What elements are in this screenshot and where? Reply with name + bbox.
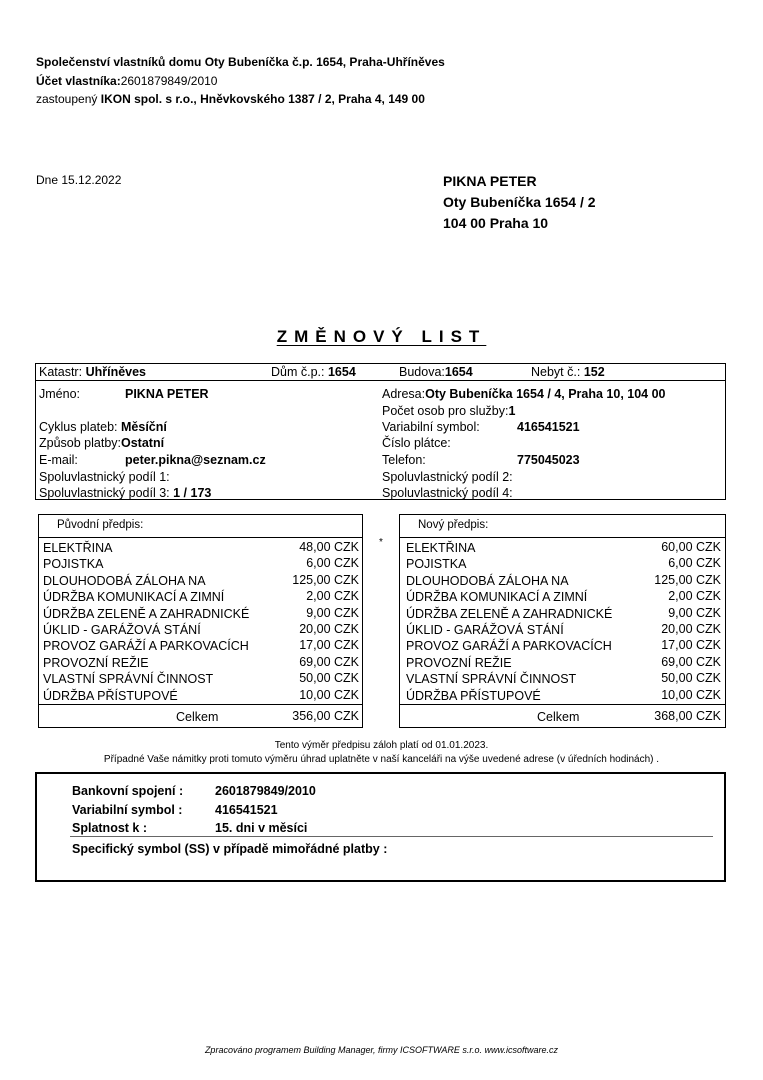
item-amount: 9,00 CZK <box>306 605 359 620</box>
share-3: Spoluvlastnický podíl 3: 1 / 173 <box>39 486 212 500</box>
list-item: POJISTKA <box>406 557 467 572</box>
variable-symbol-value: 416541521 <box>517 420 580 434</box>
phone-value: 775045023 <box>517 453 580 467</box>
new-heading: Nový předpis: <box>418 519 489 531</box>
item-amount: 2,00 CZK <box>668 589 721 604</box>
payment-divider <box>70 836 713 837</box>
new-total-label: Celkem <box>537 710 580 724</box>
item-amount: 50,00 CZK <box>661 671 721 686</box>
change-marker: * <box>379 537 383 548</box>
email-label: E-mail: <box>39 453 78 467</box>
item-amount: 48,00 CZK <box>299 540 359 554</box>
list-item: VLASTNÍ SPRÁVNÍ ČINNOST <box>406 672 577 687</box>
page-title-text: ZMĚNOVÝ LIST <box>276 327 487 346</box>
list-item: VLASTNÍ SPRÁVNÍ ČINNOST <box>43 672 214 687</box>
item-amount: 60,00 CZK <box>661 540 721 554</box>
item-amount: 17,00 CZK <box>661 638 721 653</box>
item-amount: 20,00 CZK <box>661 622 721 636</box>
list-item: ÚDRŽBA KOMUNIKACÍ A ZIMNÍ <box>43 590 225 605</box>
payment-vs-value: 416541521 <box>215 803 278 817</box>
name-label: Jméno: <box>39 387 80 401</box>
bank-label: Bankovní spojení : <box>72 784 184 798</box>
list-item: ÚDRŽBA PŘÍSTUPOVÉ <box>43 688 178 703</box>
validity-note: Tento výměr předpisu záloh platí od 01.01.2023. <box>274 740 489 751</box>
item-amount: 6,00 CZK <box>306 556 359 571</box>
item-amount: 9,00 CZK <box>668 605 721 620</box>
payment-cycle: Cyklus plateb: Měsíční <box>39 420 167 434</box>
footer-credit: Zpracováno programem Building Manager, firmy ICSOFTWARE s.r.o. www.icsoftware.cz <box>204 1045 559 1055</box>
new-prescription-panel <box>399 514 726 728</box>
new-total: 368,00 CZK <box>654 709 721 723</box>
item-amount: 10,00 CZK <box>299 687 359 702</box>
item-amount: 10,00 CZK <box>661 687 721 702</box>
list-item: POJISTKA <box>43 557 104 572</box>
due-label: Splatnost k : <box>72 821 148 835</box>
payment-method: Způsob platby:Ostatní <box>39 436 165 450</box>
name-value: PIKNA PETER <box>125 387 209 401</box>
address: Adresa:Oty Bubeníčka 1654 / 4, Praha 10, 104 00 <box>382 387 666 401</box>
list-item: DLOUHODOBÁ ZÁLOHA NA <box>406 573 569 588</box>
list-item: ÚDRŽBA ZELENĚ A ZAHRADNICKÉ <box>406 606 613 621</box>
item-amount: 69,00 CZK <box>661 654 721 669</box>
list-item: PROVOZ GARÁŽÍ A PARKOVACÍCH <box>43 639 249 654</box>
page-title <box>0 327 763 347</box>
variable-symbol-label: Variabilní symbol: <box>382 420 480 434</box>
list-item: DLOUHODOBÁ ZÁLOHA NA <box>43 573 206 588</box>
old-total: 356,00 CZK <box>292 709 359 723</box>
phone-label: Telefon: <box>382 453 426 467</box>
list-item: PROVOZNÍ REŽIE <box>406 655 512 670</box>
item-amount: 17,00 CZK <box>299 638 359 653</box>
item-amount: 69,00 CZK <box>299 654 359 669</box>
item-amount: 2,00 CZK <box>306 589 359 604</box>
owner-account <box>36 72 217 90</box>
share-2-label: Spoluvlastnický podíl 2: <box>382 470 513 484</box>
item-amount: 6,00 CZK <box>668 556 721 571</box>
list-item: PROVOZNÍ REŽIE <box>43 655 149 670</box>
house-number: Dům č.p.: 1654 <box>271 365 356 379</box>
share-1-label: Spoluvlastnický podíl 1: <box>39 470 170 484</box>
item-amount: 20,00 CZK <box>299 622 359 636</box>
recipient-name: PIKNA PETER <box>443 173 537 189</box>
item-amount: 125,00 CZK <box>292 572 359 587</box>
association-name: Společenství vlastníků domu Oty Bubeníčka č.p. 1654, Praha-Uhříněves <box>36 55 445 69</box>
bank-value: 2601879849/2010 <box>215 784 316 798</box>
owner-account-label: Účet vlastníka: <box>36 74 121 88</box>
old-total-label: Celkem <box>176 710 219 724</box>
list-item: ÚDRŽBA PŘÍSTUPOVÉ <box>406 688 541 703</box>
old-heading: Původní předpis: <box>57 519 144 531</box>
list-item: ÚKLID - GARÁŽOVÁ STÁNÍ <box>406 623 564 637</box>
item-amount: 125,00 CZK <box>654 572 721 587</box>
payer-number-label: Číslo plátce: <box>382 436 451 450</box>
represented-value: IKON spol. s r.o., Hněvkovského 1387 / 2, Praha 4, 149 00 <box>100 92 425 106</box>
recipient-street: Oty Bubeníčka 1654 / 2 <box>443 194 596 210</box>
represented-label: zastoupený <box>36 92 98 106</box>
list-item: ELEKTŘINA <box>43 541 113 555</box>
document-date: Dne 15.12.2022 <box>36 173 122 187</box>
katastr: Katastr: Uhříněves <box>39 365 147 379</box>
specific-symbol-label: Specifický symbol (SS) v případě mimořádné platby : <box>72 842 388 856</box>
list-item: PROVOZ GARÁŽÍ A PARKOVACÍCH <box>406 639 612 654</box>
item-amount: 50,00 CZK <box>299 671 359 686</box>
list-item: ÚDRŽBA KOMUNIKACÍ A ZIMNÍ <box>406 590 588 605</box>
list-item: ÚDRŽBA ZELENĚ A ZAHRADNICKÉ <box>43 606 250 621</box>
recipient-city: 104 00 Praha 10 <box>443 215 549 231</box>
persons-count: Počet osob pro služby:1 <box>382 404 516 418</box>
building: Budova:1654 <box>399 365 473 379</box>
list-item: ÚKLID - GARÁŽOVÁ STÁNÍ <box>43 623 201 637</box>
owner-account-value: 2601879849/2010 <box>120 74 218 88</box>
share-4-label: Spoluvlastnický podíl 4: <box>382 486 513 500</box>
objection-note: Případné Vaše námitky proti tomuto výměru úhrad uplatněte v naší kanceláři na výše uvedené adrese (v úředních hodinách) . <box>103 754 660 765</box>
email-value: peter.pikna@seznam.cz <box>125 453 266 467</box>
payment-vs-label: Variabilní symbol : <box>72 803 183 817</box>
represented-by <box>36 90 425 108</box>
list-item: ELEKTŘINA <box>406 541 476 555</box>
old-prescription-panel <box>38 514 363 728</box>
unit-number: Nebyt č.: 152 <box>531 365 605 379</box>
due-value: 15. dni v měsíci <box>215 821 308 835</box>
